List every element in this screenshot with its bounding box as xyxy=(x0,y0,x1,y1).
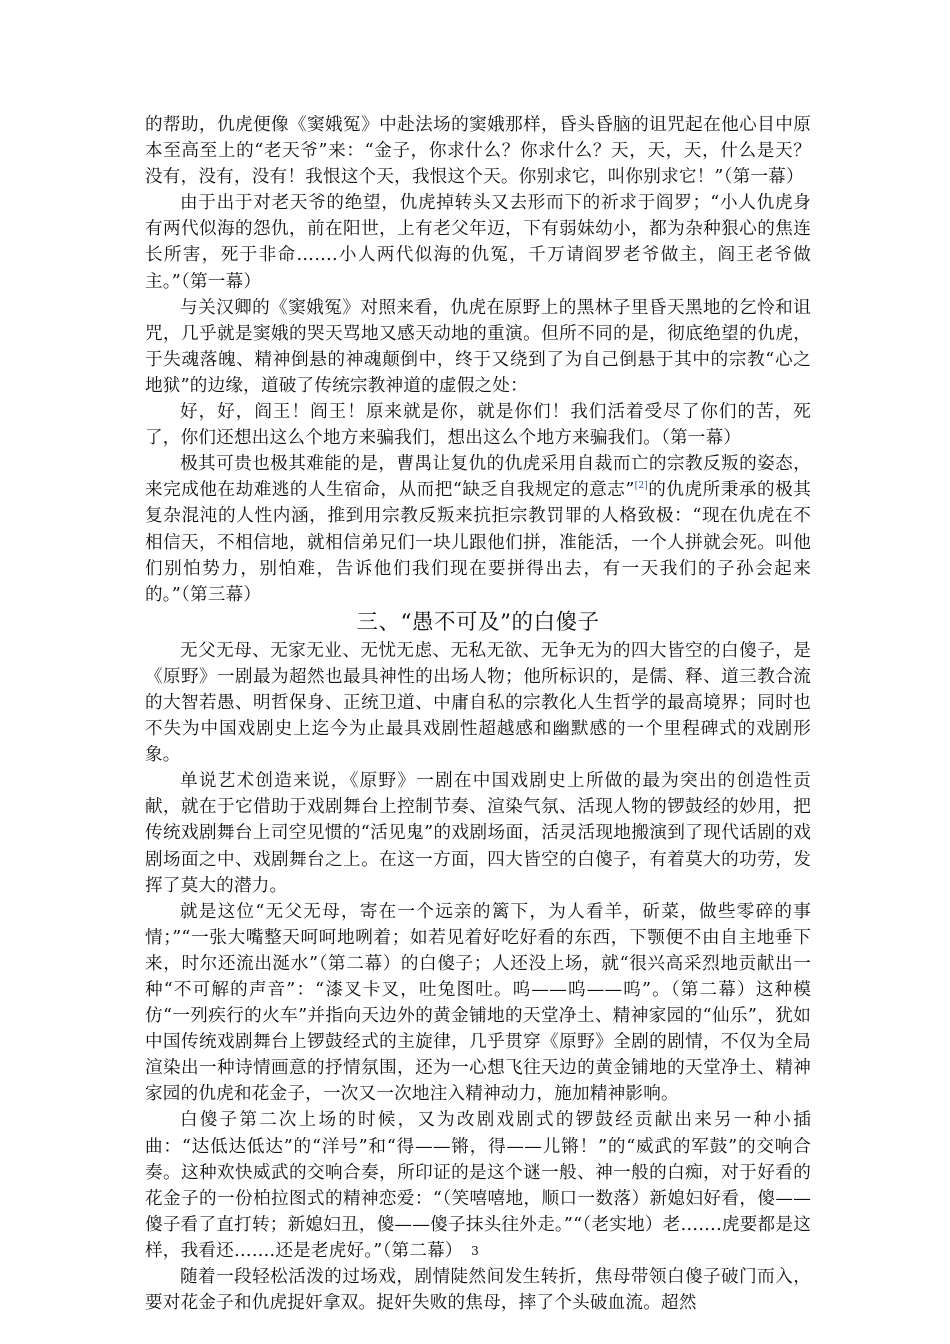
paragraph-5 xyxy=(145,451,811,608)
footnote-reference[interactable]: [2] xyxy=(634,481,648,492)
paragraph-10: 随着一段轻松活泼的过场戏，剧情陡然间发生转折，焦母带领白傻子破门而入，要对花金子和仇虎捉奸拿双。捉奸失败的焦母，摔了个头破血流。超然 xyxy=(145,1267,811,1314)
quotation-paragraph: 好，好，阎王！阎王！原来就是你，就是你们！我们活着受尽了你们的苦，死了，你们还想出这么个地方来骗我们，想出这么个地方来骗我们。（第一幕） xyxy=(145,402,811,449)
paragraph-7: 单说艺术创造来说，《原野》一剧在中国戏剧史上所做的最为突出的创造性贡献，就在于它借助于戏剧舞台上控制节奏、渲染气氛、活现人物的锣鼓经的妙用，把传统戏剧舞台上司空见惯的“活见鬼”的戏剧场面，活灵活现地搬演到了现代话剧的戏剧场面之中、戏剧舞台之上。在这一方面，四大皆空的白傻子，有着莫大的功劳，发挥了莫大的潜力。 xyxy=(145,771,811,896)
page-number: 3 xyxy=(471,1244,479,1258)
section-heading: 三、“愚不可及”的白傻子 xyxy=(356,609,600,635)
paragraph-1: 的帮助，仇虎便像《窦娥冤》中赴法场的窦娥那样，昏头昏脑的诅咒起在他心目中原本至高至上的“老天爷”来：“金子，你求什么？你求什么？天，天，天，什么是天？没有，没有，没有！我恨这个天，我恨这个天。你别求它，叫你别求它！”（第一幕） xyxy=(145,115,811,188)
paragraph-2: 由于出于对老天爷的绝望，仇虎掉转头又去形而下的祈求于阎罗；“小人仇虎身有两代似海的怨仇，前在阳世，上有老父年迈，下有弱妹幼小，都为杂种狠心的焦连长所害，死于非命…….小人两代似海的仇冤，千万请阎罗老爷做主，阎王老爷做主。”（第一幕） xyxy=(145,193,811,292)
paragraph-5-text-before: 极其可贵也极其难能的是，曹禺让复仇的仇虎采用自裁而亡的宗教反叛的姿态，来完成他在劫难逃的人生宿命，从而把“缺乏自我规定的意志” xyxy=(145,454,811,501)
paragraph-5-text-after: 的仇虎所秉承的极其复杂混沌的人性内涵，推到用宗教反叛来抗拒宗教罚罪的人格致极：“现在仇虎在不相信天，不相信地，就相信弟兄们一块儿跟他们拼，准能活，一个人拼就会死。叫他们别怕势力，别怕难，告诉他们我们现在要拼得出去，有一天我们的子孙会起来的。”（第三幕） xyxy=(145,480,811,605)
paragraph-6: 无父无母、无家无业、无忧无虑、无私无欲、无争无为的四大皆空的白傻子，是《原野》一剧最为超然也最具神性的出场人物；他所标识的，是儒、释、道三教合流的大智若愚、明哲保身、正统卫道、中庸自私的宗教化人生哲学的最高境界；同时也不失为中国戏剧史上迄今为止最具戏剧性超越感和幽默感的一个里程碑式的戏剧形象。 xyxy=(145,640,811,766)
page-body xyxy=(145,112,811,1316)
paragraph-9: 白傻子第二次上场的时候，又为改剧戏剧式的锣鼓经贡献出来另一种小插曲：“达低达低达”的“洋号”和“得——锵，得——儿锵！”的“威武的军鼓”的交响合奏。这种欢快威武的交响合奏，所印证的是这个谜一般、神一般的白痴，对于好看的花金子的一份柏拉图式的精神恋爱：“（笑嘻嘻地，顺口一数落）新媳妇好看，傻——傻子看了直打转；新媳妇丑，傻——傻子抹头往外走。”“（老实地）老…….虎要都是这样，我看还…….还是老虎好。”（第二幕） xyxy=(145,1110,811,1261)
paragraph-8: 就是这位“无父无母，寄在一个远亲的篱下，为人看羊，斫菜，做些零碎的事情；”“一张大嘴整天呵呵地咧着；如若见着好吃好看的东西，下颚便不由自主地垂下来，时尔还流出涎水”（第二幕）的白傻子；人还没上场，就“很兴高采烈地贡献出一种“不可解的声音”：“漆叉卡叉，吐兔图吐。呜——呜——呜”。（第二幕）这种模仿“一列疾行的火车”并指向天边外的黄金铺地的天堂净土、精神家园的“仙乐”，犹如中国传统戏剧舞台上锣鼓经式的主旋律，几乎贯穿《原野》全剧的剧情，不仅为全局渲染出一种诗情画意的抒情氛围，还为一心想飞往天边的黄金铺地的天堂净土、精神家园的仇虎和花金子，一次又一次地注入精神动力，施加精神影响。 xyxy=(145,901,811,1105)
paragraph-3: 与关汉卿的《窦娥冤》对照来看，仇虎在原野上的黑林子里昏天黑地的乞怜和诅咒，几乎就是窦娥的哭天骂地又感天动地的重演。但所不同的是，彻底绝望的仇虎，于失魂落魄、精神倒悬的神魂颠倒中，终于又绕到了为自己倒悬于其中的宗教“心之地狱”的边缘，道破了传统宗教神道的虚假之处： xyxy=(145,297,811,396)
